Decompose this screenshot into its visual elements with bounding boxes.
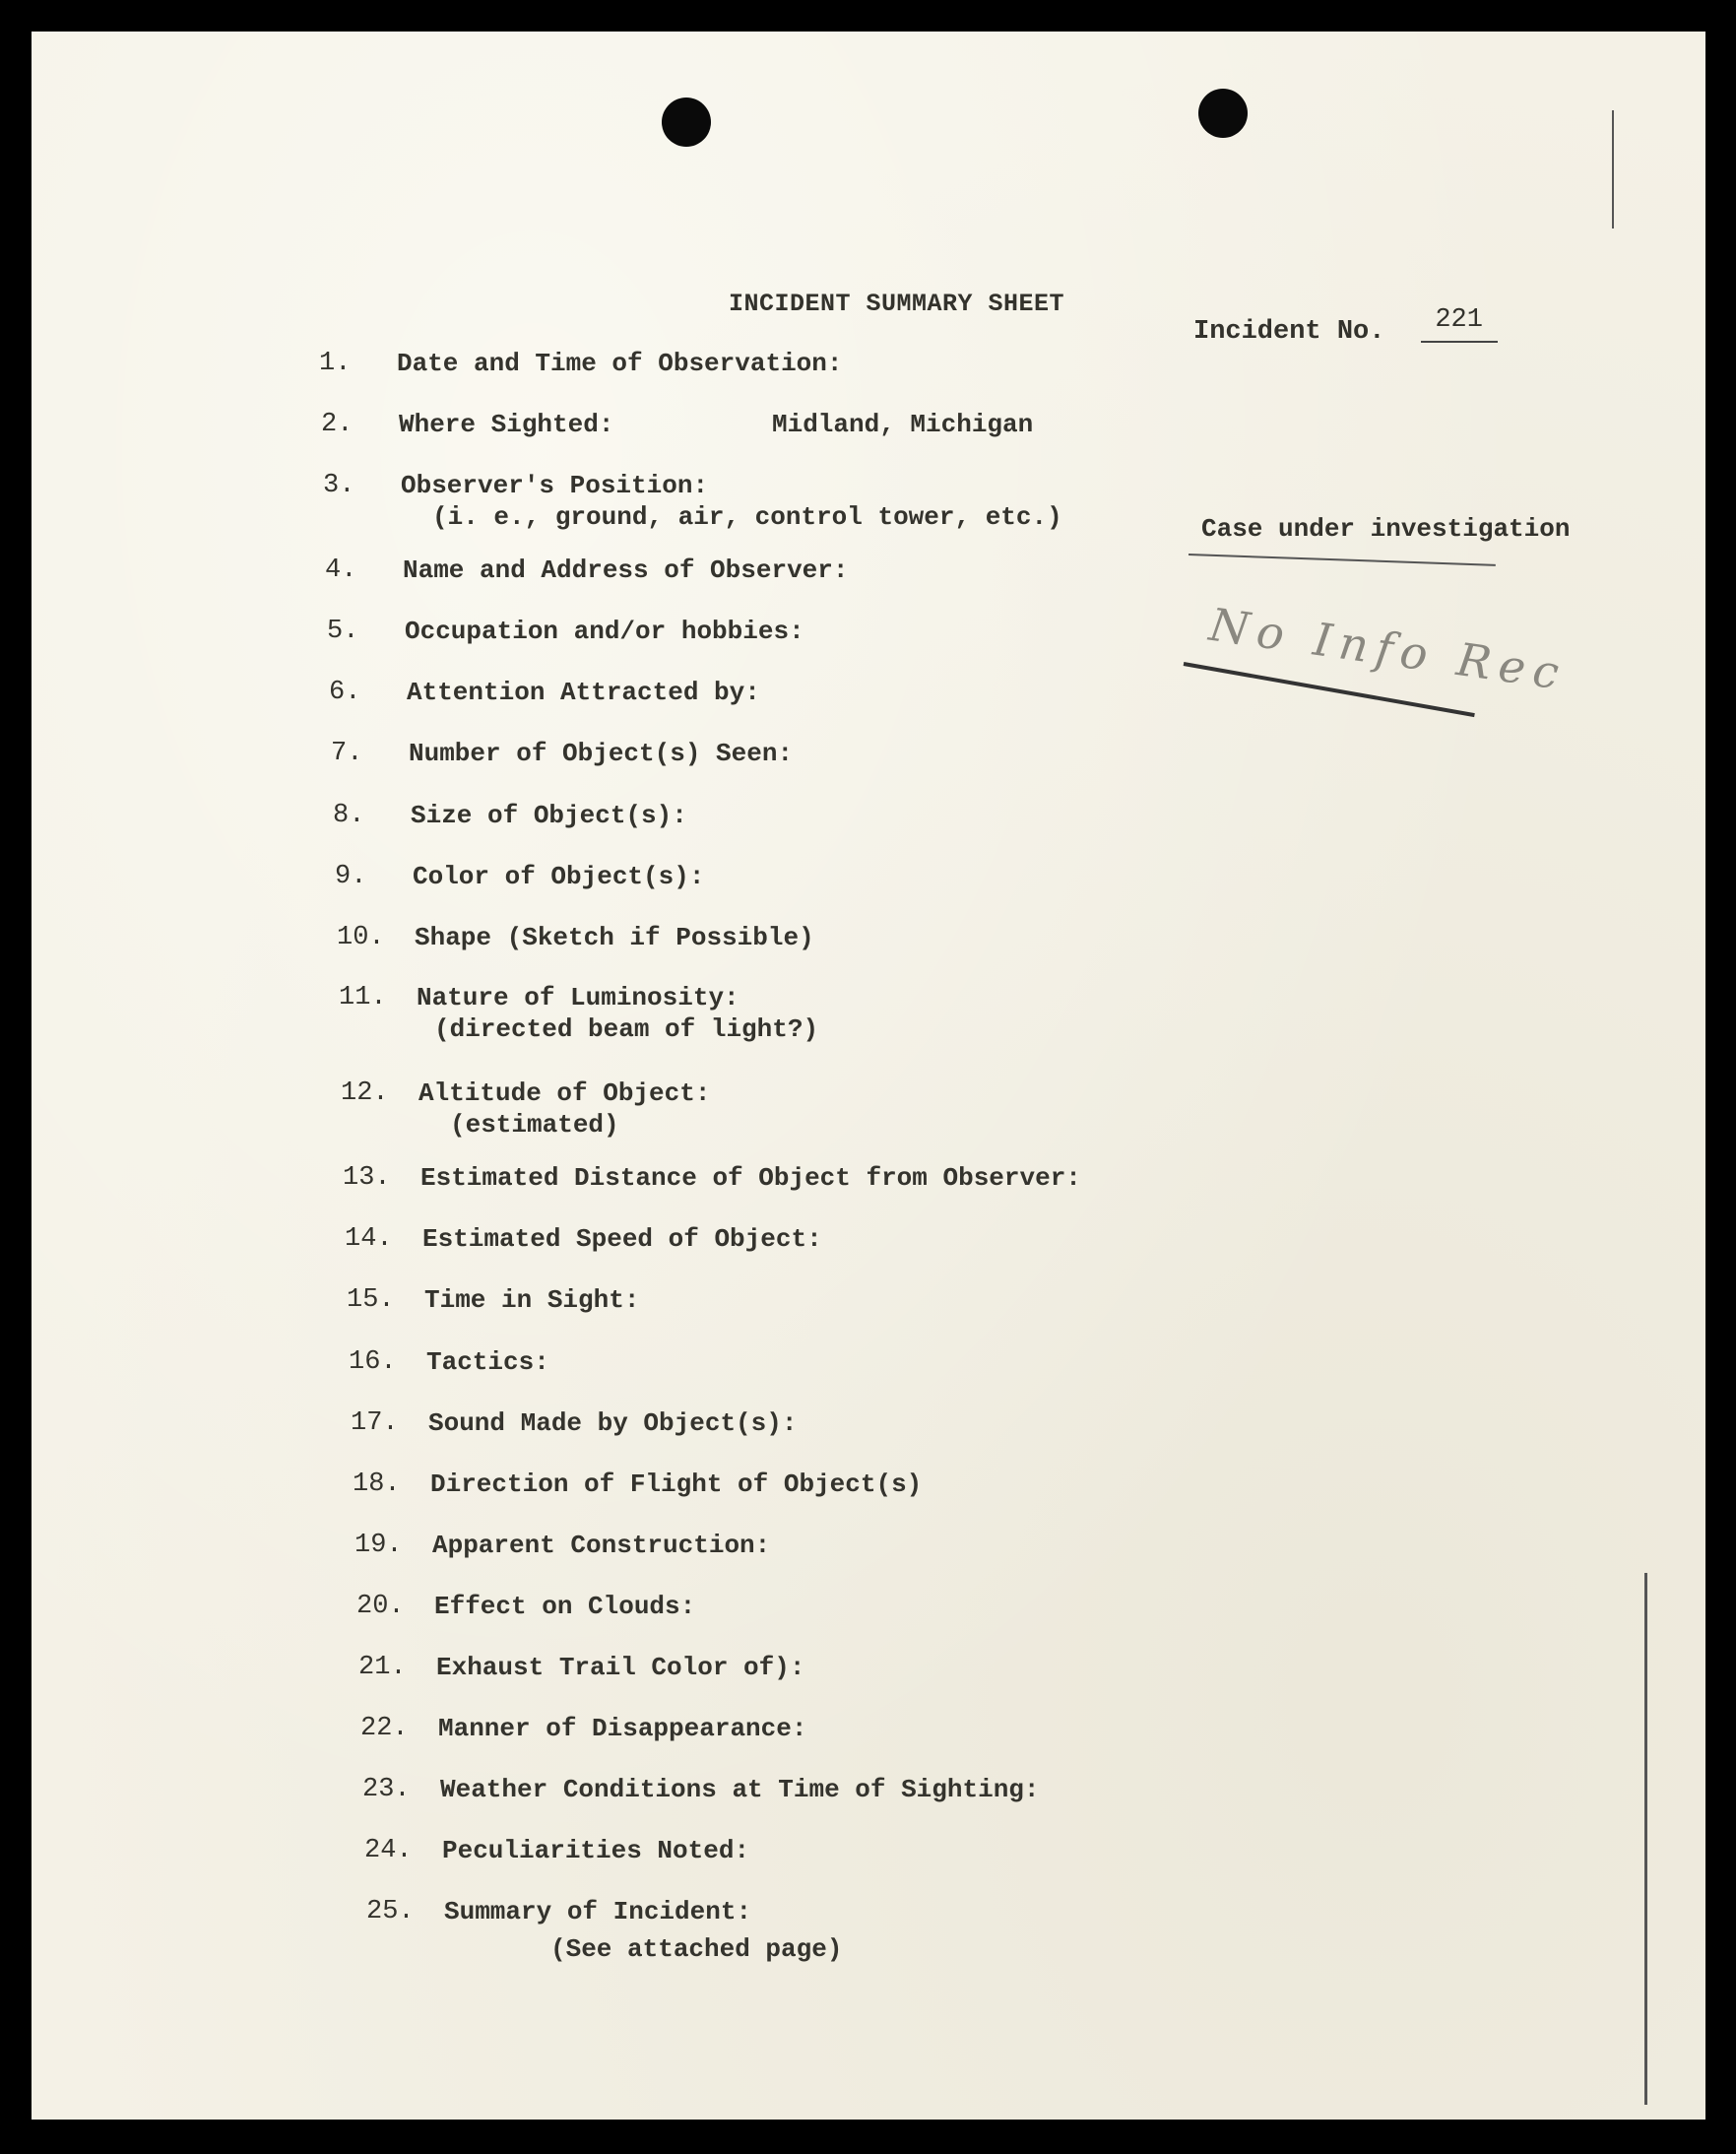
- question-number: 10.: [337, 923, 385, 952]
- question-number: 13.: [343, 1163, 391, 1193]
- question-label: Attention Attracted by:: [407, 678, 760, 707]
- question-answer: Midland, Michigan: [772, 410, 1034, 439]
- question-label: Apparent Construction:: [432, 1531, 771, 1560]
- case-status-note: Case under investigation: [1201, 514, 1571, 544]
- question-label: Peculiarities Noted:: [442, 1836, 750, 1865]
- question-label: Shape (Sketch if Possible): [415, 923, 814, 952]
- question-number: 23.: [362, 1775, 411, 1804]
- question-number: 18.: [353, 1469, 401, 1499]
- punch-hole-left: [662, 98, 711, 147]
- question-label: Sound Made by Object(s):: [428, 1408, 798, 1438]
- question-label: Exhaust Trail Color of):: [436, 1653, 805, 1682]
- question-label: Tactics:: [426, 1347, 549, 1377]
- question-label: Summary of Incident:: [444, 1897, 752, 1926]
- right-edge-mark-top: [1612, 110, 1614, 228]
- handwritten-note: No Info Rec: [1206, 597, 1571, 701]
- question-number: 19.: [354, 1531, 403, 1560]
- question-number: 8.: [333, 801, 365, 830]
- document-page: [32, 32, 1705, 2120]
- question-label: Manner of Disappearance:: [438, 1714, 807, 1743]
- question-label: Occupation and/or hobbies:: [405, 617, 804, 646]
- question-number: 24.: [364, 1836, 413, 1865]
- question-label: Name and Address of Observer:: [403, 555, 849, 585]
- question-number: 1.: [319, 349, 352, 378]
- incident-number-field: [1193, 305, 1498, 355]
- incident-number-value: 221: [1421, 305, 1498, 343]
- question-number: 6.: [329, 678, 361, 707]
- question-label: Time in Sight:: [424, 1285, 640, 1315]
- question-label: Date and Time of Observation:: [397, 349, 843, 378]
- question-number: 3.: [323, 471, 355, 500]
- status-rule-top: [1189, 554, 1496, 566]
- question-number: 9.: [335, 862, 367, 891]
- question-label: Altitude of Object:: [418, 1078, 711, 1108]
- question-label: Observer's Position:: [401, 471, 709, 500]
- question-sublabel: (directed beam of light?): [434, 1014, 819, 1044]
- question-label: Estimated Speed of Object:: [422, 1224, 822, 1254]
- question-number: 14.: [345, 1224, 393, 1254]
- question-number: 5.: [327, 617, 359, 646]
- question-number: 25.: [366, 1897, 415, 1926]
- question-label: Weather Conditions at Time of Sighting:: [440, 1775, 1040, 1804]
- question-number: 11.: [339, 983, 387, 1012]
- question-label: Direction of Flight of Object(s): [430, 1469, 923, 1499]
- question-number: 15.: [347, 1285, 395, 1315]
- question-label: Color of Object(s):: [413, 862, 705, 891]
- question-label: Number of Object(s) Seen:: [409, 739, 794, 768]
- right-edge-mark-bottom: [1644, 1573, 1647, 2105]
- question-sublabel: (estimated): [450, 1110, 619, 1140]
- question-number: 20.: [356, 1592, 405, 1621]
- question-label: Size of Object(s):: [411, 801, 687, 830]
- question-number: 12.: [341, 1078, 389, 1108]
- question-sublabel: (See attached page): [550, 1934, 843, 1964]
- question-number: 2.: [321, 410, 354, 439]
- question-number: 22.: [360, 1714, 409, 1743]
- incident-number-label: Incident No.: [1193, 317, 1385, 347]
- question-number: 7.: [331, 739, 363, 768]
- question-number: 17.: [351, 1408, 399, 1438]
- question-label: Nature of Luminosity:: [417, 983, 739, 1012]
- question-number: 21.: [358, 1653, 407, 1682]
- question-sublabel: (i. e., ground, air, control tower, etc.): [432, 502, 1062, 532]
- question-label: Estimated Distance of Object from Observer:: [420, 1163, 1081, 1193]
- question-label: Where Sighted:: [399, 410, 614, 439]
- question-number: 16.: [349, 1347, 397, 1377]
- punch-hole-right: [1198, 89, 1248, 138]
- question-label: Effect on Clouds:: [434, 1592, 696, 1621]
- question-number: 4.: [325, 555, 357, 585]
- document-title: INCIDENT SUMMARY SHEET: [729, 290, 1065, 318]
